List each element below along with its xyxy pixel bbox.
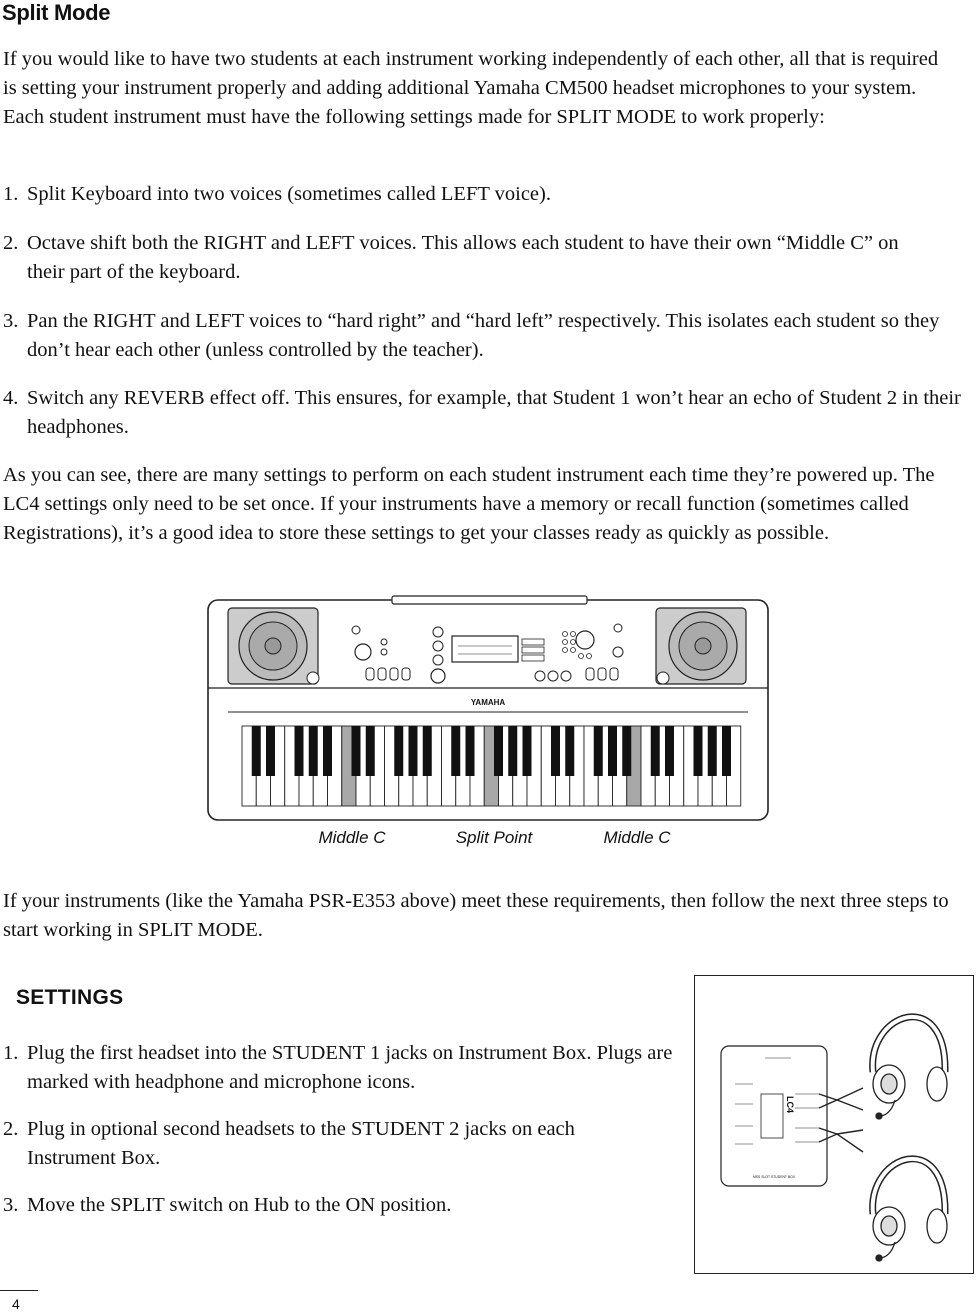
step-text: Move the SPLIT switch on Hub to the ON position. xyxy=(27,1194,452,1216)
headset-icon xyxy=(873,1159,947,1261)
black-key xyxy=(451,726,460,776)
requirement-text: Split Keyboard into two voices (sometimes called LEFT voice). xyxy=(27,183,551,205)
black-key xyxy=(409,726,418,776)
requirement-item xyxy=(3,229,933,287)
page-title: Split Mode xyxy=(2,0,111,25)
step-text: Plug the first headset into the STUDENT 1 jacks on Instrument Box. Plugs are marked with headphone and microphone icons. xyxy=(27,1042,673,1093)
step-item xyxy=(3,1115,643,1173)
step-number: 3. xyxy=(3,1194,19,1216)
black-key xyxy=(665,726,674,776)
headset-icon xyxy=(873,1017,947,1119)
requirement-item xyxy=(3,307,965,365)
footer-rule xyxy=(0,1290,38,1291)
brand-logo: YAMAHA xyxy=(470,698,506,707)
black-key xyxy=(694,726,703,776)
requirement-number: 3. xyxy=(3,310,19,332)
caption-middle-c-right: Middle C xyxy=(603,828,671,847)
black-key xyxy=(494,726,503,776)
device-label: LC4 xyxy=(785,1096,795,1114)
black-key xyxy=(309,726,318,776)
black-key xyxy=(722,726,731,776)
headset-diagram xyxy=(695,976,972,1272)
black-key xyxy=(594,726,603,776)
requirement-item xyxy=(3,384,965,442)
settings-heading: SETTINGS xyxy=(16,986,124,1009)
page-number: 4 xyxy=(12,1296,20,1312)
step-item xyxy=(3,1191,643,1220)
requirement-text: Switch any REVERB effect off. This ensures, for example, that Student 1 won’t hear an echo of Student 2 in their headphones. xyxy=(27,387,961,438)
caption-middle-c-left: Middle C xyxy=(318,828,386,847)
black-key xyxy=(651,726,660,776)
intro-paragraph: If you would like to have two students at each instrument working independently of each other, all that is required is setting your instrument properly and adding additional Yamaha CM500 headset microphones to your system. Each student instrument must have the following settings made for SPLIT MODE to work properly: xyxy=(3,48,939,128)
black-key xyxy=(608,726,617,776)
device-footer: MSS SLOT STUDENT BOX xyxy=(752,1175,796,1179)
black-key xyxy=(366,726,375,776)
black-key xyxy=(295,726,304,776)
black-key xyxy=(466,726,475,776)
step-number: 1. xyxy=(3,1042,19,1064)
requirement-number: 2. xyxy=(3,232,19,254)
black-key xyxy=(523,726,532,776)
follow-paragraph: If your instruments (like the Yamaha PSR-E353 above) meet these requirements, then follow the next three steps to start working in SPLIT MODE. xyxy=(3,890,949,941)
keyboard-keys xyxy=(242,726,741,806)
requirement-text: Octave shift both the RIGHT and LEFT voices. This allows each student to have their own “Middle C” on their part of the keyboard. xyxy=(27,232,899,283)
black-key xyxy=(352,726,361,776)
requirement-number: 4. xyxy=(3,387,19,409)
requirement-number: 1. xyxy=(3,183,19,205)
black-key xyxy=(565,726,574,776)
step-text: Plug in optional second headsets to the STUDENT 2 jacks on each Instrument Box. xyxy=(27,1118,575,1169)
instrument-box-illustration xyxy=(694,975,974,1274)
black-key xyxy=(622,726,631,776)
step-item xyxy=(3,1039,673,1097)
requirement-text: Pan the RIGHT and LEFT voices to “hard right” and “hard left” respectively. This isolates each student so they don’t hear each other (unless controlled by the teacher). xyxy=(27,310,940,361)
black-key xyxy=(252,726,261,776)
caption-split-point: Split Point xyxy=(455,828,533,847)
step-number: 2. xyxy=(3,1118,19,1140)
black-key xyxy=(394,726,403,776)
black-key xyxy=(266,726,275,776)
note-paragraph: As you can see, there are many settings to perform on each student instrument each time they’re powered up. The LC4 settings only need to be set once. If your instruments have a memory or recall function (sometimes called Registrations), it’s a good idea to store these settings to get your classes ready as quickly as possible. xyxy=(3,464,935,544)
keyboard-illustration xyxy=(0,590,976,860)
black-key xyxy=(423,726,432,776)
black-key xyxy=(323,726,332,776)
requirement-item xyxy=(3,180,953,209)
black-key xyxy=(551,726,560,776)
black-key xyxy=(508,726,517,776)
black-key xyxy=(708,726,717,776)
